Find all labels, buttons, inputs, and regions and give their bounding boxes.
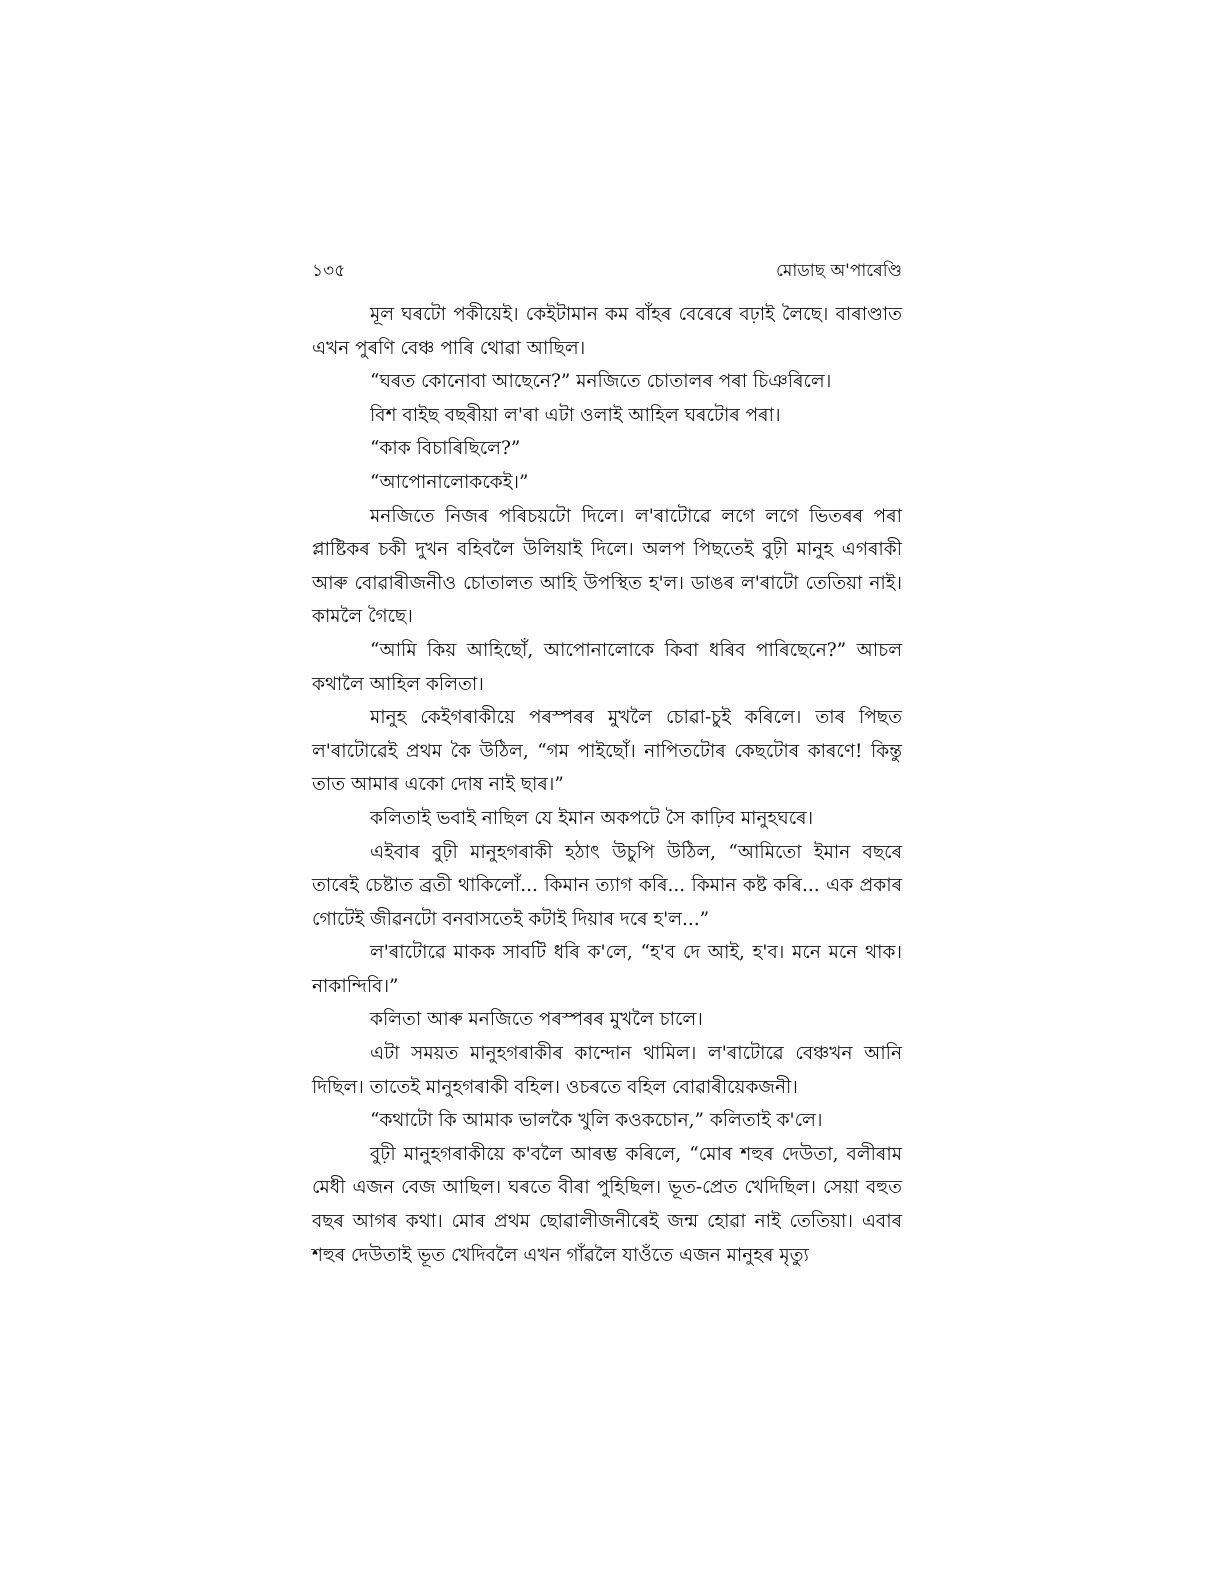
paragraph: “ঘৰত কোনোবা আছেনে?” মনজিতে চোতালৰ পৰা চিঞৰিলে।: [370, 371, 832, 393]
paragraph: মনজিতে নিজৰ পৰিচয়টো দিলে। ল'ৰাটোৱে লগে লগে ভিতৰৰ পৰা প্লাষ্টিকৰ চকী দুখন বহিবলৈ উলিয়াই দিলে। অলপ পিছতেই বুঢ়ী মানুহ এগৰাকী আৰু বোৱাৰীজনীও চোতালত আহি উপস্থিত হ'ল। ডাঙৰ ল'ৰাটো তেতিয়া নাই। কামলৈ গৈছে।: [312, 505, 902, 628]
paragraph: বুঢ়ী মানুহগৰাকীয়ে ক'বলৈ আৰম্ভ কৰিলে, “মোৰ শহুৰ দেউতা, বলীৰাম মেধী এজন বেজ আছিল। ঘৰতে বীৰা পুহিছিল। ভূত-প্ৰেত খেদিছিল। সেয়া বহুত বছৰ আগৰ কথা। মোৰ প্ৰথম ছোৱালীজনীৰেই জন্ম হোৱা নাই তেতিয়া। এবাৰ শহুৰ দেউতাই ভূত খেদিবলৈ এখন গাঁৱলৈ যাওঁতে এজন মানুহৰ মৃত্যু: [312, 1143, 902, 1266]
paragraph: ল'ৰাটোৱে মাকক সাবটি ধৰি ক'লে, “হ'ব দে আই, হ'ব। মনে মনে থাক। নাকান্দিবি।”: [312, 942, 902, 997]
body-text: [312, 298, 902, 1272]
book-page: [312, 258, 902, 1272]
paragraph: এটা সময়ত মানুহগৰাকীৰ কান্দোন থামিল। ল'ৰাটোৱে বেঞ্চখন আনি দিছিল। তাতেই মানুহগৰাকী বহিল। ওচৰতে বহিল বোৱাৰীয়েকজনী।: [312, 1043, 902, 1098]
paragraph: “কাক বিচাৰিছিলে?”: [370, 438, 521, 460]
paragraph: কলিতাই ভবাই নাছিল যে ইমান অকপটে সৈ কাঢ়িব মানুহঘৰে।: [370, 807, 814, 829]
paragraph: মানুহ কেইগৰাকীয়ে পৰস্পৰৰ মুখলৈ চোৱা-চুই কৰিলে। তাৰ পিছত ল'ৰাটোৱেই প্ৰথম কৈ উঠিল, “গম পাইছোঁ। নাপিতটোৰ কেছটোৰ কাৰণে! কিন্তু তাত আমাৰ একো দোষ নাই ছাৰ।”: [312, 707, 902, 796]
page-number: ১৩৫: [312, 261, 346, 281]
paragraph: “কথাটো কি আমাক ভালকৈ খুলি কওকচোন,” কলিতাই ক'লে।: [370, 1110, 823, 1132]
paragraph: মূল ঘৰটো পকীয়েই। কেইটামান কম বাঁহৰ বেৰেৰে বঢ়াই লৈছে। বাৰাণ্ডাত এখন পুৰণি বেঞ্চ পাৰি থোৱা আছিল।: [312, 304, 902, 359]
running-header: [312, 258, 902, 284]
running-title: মোডাছ অ'পাৰেণ্ডি: [776, 261, 902, 281]
paragraph: কলিতা আৰু মনজিতে পৰস্পৰৰ মুখলৈ চালে।: [370, 1009, 703, 1031]
paragraph: এইবাৰ বুঢ়ী মানুহগৰাকী হঠাৎ উচুপি উঠিল, “আমিতো ইমান বছৰে তাৰেই চেষ্টাত ব্ৰতী থাকিলোঁ... কিমান ত্যাগ কৰি... কিমান কষ্ট কৰি... এক প্ৰকাৰ গোটেই জীৱনটো বনবাসতেই কটাই দিয়াৰ দৰে হ'ল...”: [312, 841, 902, 930]
paragraph: বিশ বাইছ বছৰীয়া ল'ৰা এটা ওলাই আহিল ঘৰটোৰ পৰা।: [370, 404, 781, 426]
paragraph: “আমি কিয় আহিছোঁ, আপোনালোকে কিবা ধৰিব পাৰিছেনে?” আচল কথালৈ আহিল কলিতা।: [312, 639, 902, 695]
paragraph: “আপোনালোককেই।”: [370, 471, 529, 493]
